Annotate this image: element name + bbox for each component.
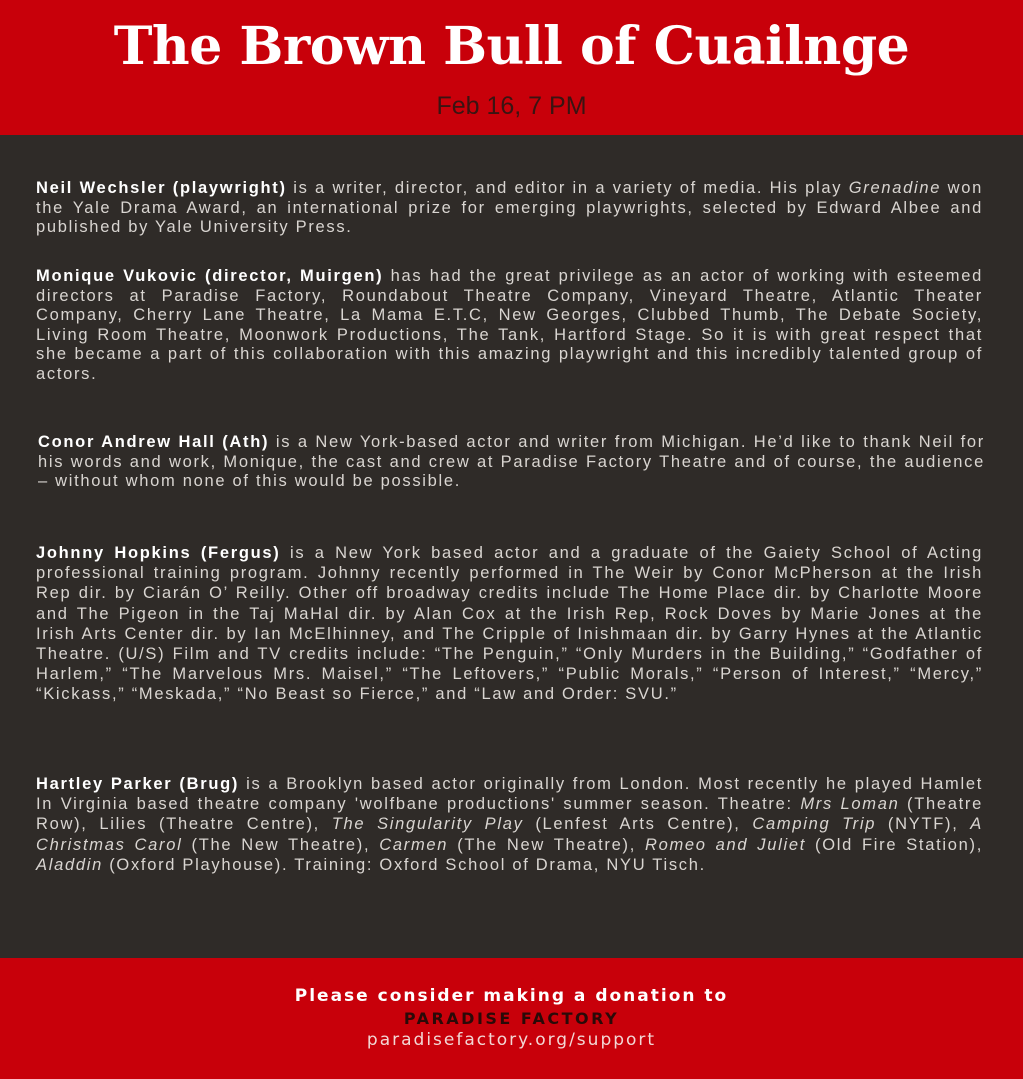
bio-text: (Theatre Row), Lilies (Theatre Centre), — [36, 795, 983, 834]
bio-text: (Old Fire Station), — [806, 835, 983, 854]
page-title: The Brown Bull of Cuailnge — [113, 16, 910, 77]
bio-italic-title: Aladdin — [36, 855, 103, 874]
bio-text: (NYTF), — [876, 815, 971, 834]
bio-name: Hartley Parker (Brug) — [36, 775, 240, 793]
bio-italic-title: Camping Trip — [752, 815, 877, 834]
bio-name: Conor Andrew Hall (Ath) — [38, 433, 270, 451]
donation-footer — [0, 958, 1023, 1079]
organization-name: PARADISE FACTORY — [403, 1009, 620, 1028]
bio-hartley-parker — [36, 774, 983, 875]
bio-text: is a New York based actor and a graduate of the Gaiety School of Acting professional training program. Johnny recently performed in The Weir by Conor McPherson at the Irish Rep dir. by Ciarán O’ Reilly. Other off broadway credits include The Home Place dir. by Charlotte Moore and The Pigeon in the Taj MaHal dir. by Alan Cox at the Irish Rep, Rock Doves by Marie Jones at the Irish Arts Center dir. by Ian McElhinney, and The Cripple of Inishmaan dir. by Garry Hynes at the Atlantic Theatre. (U/S) Film and TV credits include: “The Penguin,” “Only Murders in the Building,” “Godfather of Harlem,” “The Marvelous Mrs. Maisel,” “The Leftovers,” “Public Morals,” “Person of Interest,” “Mercy,” “Kickass,” “Meskada,” “No Beast so Fierce,” and “Law and Order: SVU.” — [36, 544, 984, 704]
bio-neil-wechsler — [36, 179, 983, 238]
bio-text: won the Yale Drama Award, an international prize for emerging playwrights, selected by Edward Albee and published by Yale University Press. — [36, 179, 983, 236]
bio-italic-title: Carmen — [379, 835, 449, 854]
bio-text: is a Brooklyn based actor originally from London. Most recently he played Hamlet In Virginia based theatre company 'wolfbane productions' summer season. Theatre: — [36, 775, 983, 814]
bio-text: is a writer, director, and editor in a variety of media. His play — [286, 179, 849, 197]
donation-prompt: Please consider making a donation to — [294, 986, 729, 1006]
bio-italic-title: Romeo and Juliet — [644, 835, 807, 854]
bio-text: (The New Theatre), — [448, 835, 645, 854]
bio-name: Monique Vukovic (director, Muirgen) — [36, 267, 384, 285]
header-banner — [0, 0, 1023, 135]
bio-italic-title: Mrs Loman — [800, 795, 900, 814]
bio-text: (Lenfest Arts Centre), — [523, 815, 753, 834]
bio-text: has had the great privilege as an actor of working with esteemed directors at Paradise Factory, Roundabout Theatre Company, Vineyard Theatre, Atlantic Theater Company, Cherry Lane Theatre, La Mama E.T.C, New Georges, Clubbed Thumb, The Debate Society, Living Room Theatre, Moonwork Productions, The Tank, Hartford Stage. So it is with great respect that she became a part of this collaboration with this amazing playwright and this incredibly talented group of actors. — [36, 267, 983, 383]
bio-name: Johnny Hopkins (Fergus) — [36, 544, 281, 562]
event-date: Feb 16, 7 PM — [436, 92, 587, 120]
bio-monique-vukovic — [36, 267, 983, 384]
bio-italic-title: A Christmas Carol — [36, 815, 983, 854]
bio-name: Neil Wechsler (playwright) — [36, 179, 287, 197]
bio-johnny-hopkins — [36, 543, 983, 705]
bios-panel — [0, 135, 1023, 958]
donation-link[interactable]: paradisefactory.org/support — [366, 1030, 657, 1050]
bio-text: (The New Theatre), — [182, 835, 380, 854]
bio-italic-title: The Singularity Play — [331, 815, 524, 834]
bio-text: is a New York-based actor and writer from Michigan. He’d like to thank Neil for his words and work, Monique, the cast and crew at Paradise Factory Theatre and of course, the audience – without whom none of this would be possible. — [38, 433, 985, 490]
bio-text: (Oxford Playhouse). Training: Oxford School of Drama, NYU Tisch. — [102, 855, 706, 874]
bio-conor-andrew-hall — [38, 433, 985, 492]
bio-italic-title: Grenadine — [848, 179, 942, 197]
